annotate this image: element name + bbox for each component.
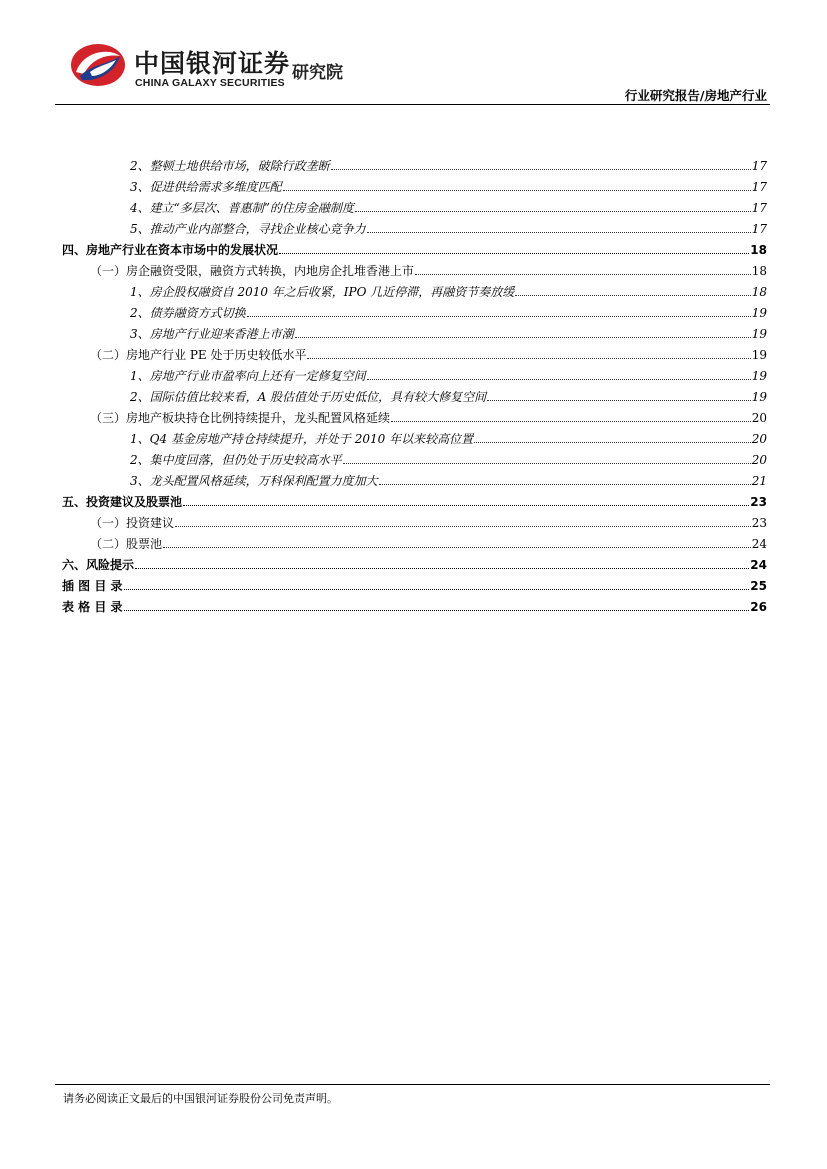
toc-entry[interactable] — [62, 303, 767, 324]
toc-entry[interactable] — [62, 429, 767, 450]
toc-page-number: 23 — [751, 516, 767, 530]
toc-entry-title: （一）房企融资受限，融资方式转换，内地房企扎堆香港上市 — [90, 264, 415, 278]
toc-entry[interactable] — [62, 156, 767, 177]
toc-entry-title: （二）房地产行业 PE 处于历史较低水平 — [90, 348, 307, 362]
toc-entry[interactable] — [62, 471, 767, 492]
toc-page-number: 19 — [751, 390, 767, 404]
toc-leader-dots — [163, 538, 751, 548]
report-type: 行业研究报告/房地产行业 — [624, 88, 767, 103]
toc-leader-dots — [391, 412, 751, 422]
toc-entry[interactable] — [62, 345, 767, 366]
toc-leader-dots — [367, 370, 751, 380]
toc-page-number: 18 — [750, 243, 767, 257]
toc-entry[interactable] — [62, 534, 767, 555]
toc-entry[interactable] — [62, 555, 767, 576]
toc-leader-dots — [487, 391, 751, 401]
toc-leader-dots — [183, 496, 749, 506]
toc-leader-dots — [279, 244, 749, 254]
toc-page-number: 18 — [751, 264, 767, 278]
toc-entry-title: 四、房地产行业在资本市场中的发展状况 — [62, 243, 279, 257]
toc-entry[interactable] — [62, 387, 767, 408]
toc-leader-dots — [135, 559, 749, 569]
toc-page-number: 20 — [751, 432, 767, 446]
toc-page-number: 17 — [751, 159, 767, 173]
toc-entry[interactable] — [62, 513, 767, 534]
galaxy-logo-icon — [70, 42, 126, 88]
toc-entry[interactable] — [62, 261, 767, 282]
toc-entry-title: 插 图 目 录 — [62, 579, 123, 593]
toc-leader-dots — [367, 223, 751, 233]
toc-leader-dots — [415, 265, 751, 275]
toc-entry-title: 2、国际估值比较来看，A 股估值处于历史低位，具有较大修复空间 — [130, 390, 487, 404]
table-of-contents — [62, 156, 767, 618]
brand-name-cn: 中国银河证券 — [134, 49, 291, 78]
toc-entry[interactable] — [62, 177, 767, 198]
toc-page-number: 19 — [751, 348, 767, 362]
toc-leader-dots — [283, 181, 751, 191]
toc-entry-title: （一）投资建议 — [90, 516, 175, 530]
toc-leader-dots — [343, 454, 751, 464]
toc-entry-title: 六、风险提示 — [62, 558, 135, 572]
toc-page-number: 18 — [751, 285, 767, 299]
toc-entry-title: 5、推动产业内部整合，寻找企业核心竞争力 — [130, 222, 366, 236]
toc-entry-title: （二）股票池 — [90, 537, 163, 551]
toc-page-number: 19 — [751, 306, 767, 320]
toc-entry-title: 1、房企股权融资自 2010 年之后收紧，IPO 几近停滞，再融资节奏放缓 — [130, 285, 515, 299]
toc-leader-dots — [124, 580, 750, 590]
toc-page-number: 17 — [751, 222, 767, 236]
toc-leader-dots — [331, 160, 751, 170]
footer-divider — [55, 1084, 770, 1085]
brand-name-en: CHINA GALAXY SECURITIES — [135, 77, 285, 89]
footer-disclaimer: 请务必阅读正文最后的中国银河证券股份公司免责声明。 — [63, 1092, 338, 1105]
toc-page-number: 17 — [751, 201, 767, 215]
toc-page-number: 17 — [751, 180, 767, 194]
toc-page-number: 19 — [751, 327, 767, 341]
toc-leader-dots — [175, 517, 751, 527]
toc-page-number: 24 — [750, 558, 767, 572]
toc-entry-title: 3、龙头配置风格延续，万科保利配置力度加大 — [130, 474, 378, 488]
toc-leader-dots — [515, 286, 750, 296]
toc-entry[interactable] — [62, 408, 767, 429]
institute-name: 研究院 — [292, 63, 343, 83]
toc-page-number: 20 — [751, 453, 767, 467]
toc-entry[interactable] — [62, 324, 767, 345]
toc-leader-dots — [124, 601, 750, 611]
toc-entry-title: 4、建立“多层次、普惠制”的住房金融制度 — [130, 201, 354, 215]
toc-page-number: 23 — [750, 495, 767, 509]
toc-entry[interactable] — [62, 198, 767, 219]
toc-entry-title: 3、促进供给需求多维度匹配 — [130, 180, 282, 194]
toc-page-number: 21 — [751, 474, 767, 488]
toc-entry[interactable] — [62, 366, 767, 387]
toc-page-number: 25 — [750, 579, 767, 593]
toc-leader-dots — [307, 349, 750, 359]
toc-leader-dots — [295, 328, 751, 338]
toc-entry[interactable] — [62, 492, 767, 513]
header-divider — [55, 104, 770, 105]
toc-entry-title: 2、整顿土地供给市场，破除行政垄断 — [130, 159, 330, 173]
toc-page-number: 24 — [751, 537, 767, 551]
toc-entry[interactable] — [62, 282, 767, 303]
toc-entry-title: 表 格 目 录 — [62, 600, 123, 614]
toc-entry[interactable] — [62, 597, 767, 618]
toc-entry-title: 五、投资建议及股票池 — [62, 495, 183, 509]
toc-page-number: 19 — [751, 369, 767, 383]
toc-entry-title: 3、房地产行业迎来香港上市潮 — [130, 327, 294, 341]
toc-entry[interactable] — [62, 240, 767, 261]
toc-leader-dots — [355, 202, 751, 212]
toc-entry-title: 2、集中度回落，但仍处于历史较高水平 — [130, 453, 342, 467]
toc-entry-title: （三）房地产板块持仓比例持续提升，龙头配置风格延续 — [90, 411, 391, 425]
toc-entry-title: 1、房地产行业市盈率向上还有一定修复空间 — [130, 369, 366, 383]
toc-entry[interactable] — [62, 450, 767, 471]
page-header — [0, 0, 827, 106]
toc-leader-dots — [247, 307, 751, 317]
toc-entry[interactable] — [62, 219, 767, 240]
toc-leader-dots — [474, 433, 751, 443]
toc-entry-title: 2、债券融资方式切换 — [130, 306, 246, 320]
toc-entry[interactable] — [62, 576, 767, 597]
toc-leader-dots — [379, 475, 751, 485]
toc-entry-title: 1、Q4 基金房地产持仓持续提升，并处于 2010 年以来较高位置 — [130, 432, 474, 446]
toc-page-number: 20 — [751, 411, 767, 425]
toc-page-number: 26 — [750, 600, 767, 614]
